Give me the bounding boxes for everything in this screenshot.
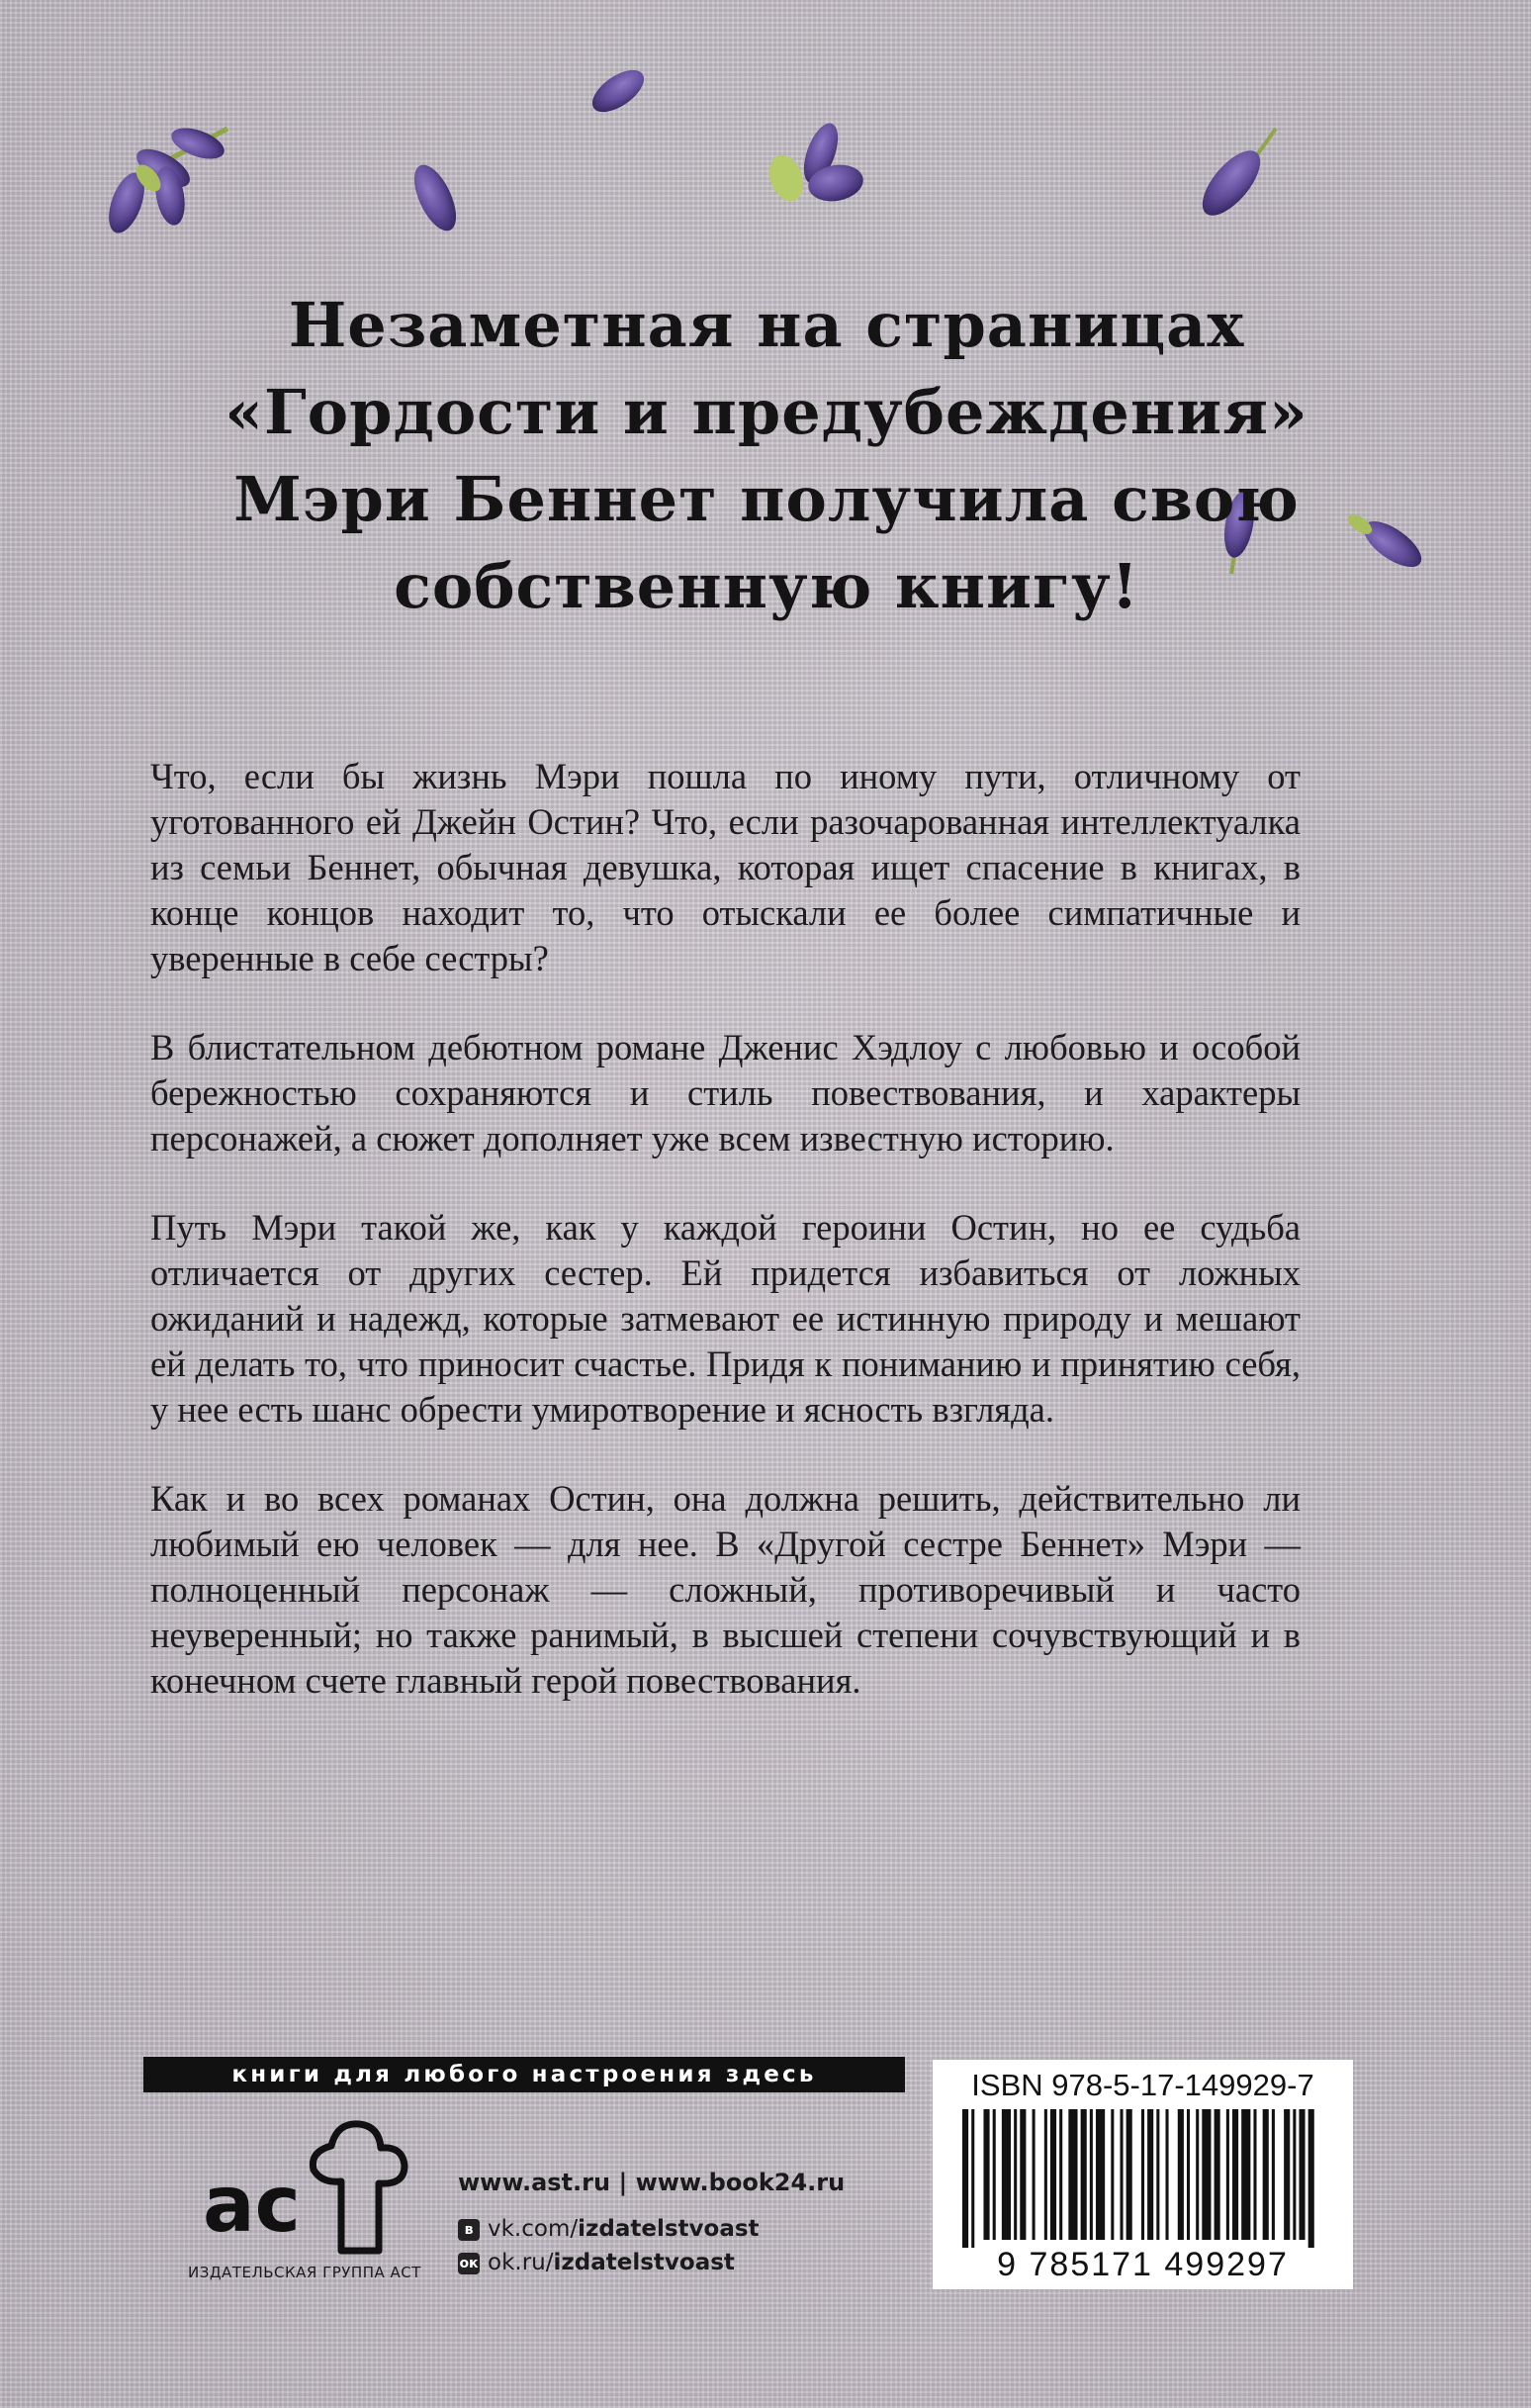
barcode-bar xyxy=(1068,2109,1077,2240)
headline-line: Мэри Беннет получила свою xyxy=(233,463,1300,535)
barcode-bar xyxy=(1050,2109,1056,2240)
barcode-bar xyxy=(962,2109,968,2248)
ok-link[interactable] xyxy=(458,2246,845,2279)
headline-line: «Гордости и предубеждения» xyxy=(225,376,1308,448)
barcode-bar xyxy=(971,2109,974,2248)
barcode-bar xyxy=(1156,2109,1159,2240)
vk-link[interactable] xyxy=(458,2212,845,2246)
petal xyxy=(405,159,464,237)
headline-line: собственную книгу! xyxy=(394,550,1139,622)
website-links[interactable]: www.ast.ru | www.book24.ru xyxy=(458,2169,846,2196)
barcode-bar xyxy=(1202,2109,1211,2240)
annotation-text xyxy=(150,754,1301,1747)
isbn-label: ISBN 978-5-17-149929-7 xyxy=(971,2068,1314,2102)
paragraph: В блистательном дебютном романе Дженис Хэдлоу с любовью и особой бережностью сохраняются и стиль повествования, и характеры персонажей, а сюжет дополняет уже всем известную историю. xyxy=(150,1027,1301,1158)
barcode-bar xyxy=(1166,2109,1169,2240)
barcode-bar xyxy=(1081,2109,1087,2240)
ast-logo xyxy=(193,2112,430,2261)
barcode-bar xyxy=(1126,2109,1132,2240)
petal-cluster-left xyxy=(102,122,228,237)
barcode-bar xyxy=(1141,2109,1144,2240)
barcode-bar xyxy=(1121,2109,1124,2240)
barcode-bar xyxy=(1232,2109,1238,2240)
barcode-bar xyxy=(1284,2109,1290,2240)
isbn-barcode xyxy=(933,2060,1353,2289)
paragraph: Как и во всех романах Остин, она должна решить, действительно ли любимый ею человек — для нее. В «Другой сестре Беннет» Мэри — полноценный персонаж — сложный, противоречивый и часто неуверенный; но также ранимый, в высшей степени сочувствующий и в конечном счете главный герой повествования. xyxy=(150,1478,1301,1701)
barcode-bar xyxy=(1196,2109,1199,2240)
barcode-bar xyxy=(1033,2109,1036,2240)
barcode-bar xyxy=(1263,2109,1269,2240)
barcode-bar xyxy=(1293,2109,1296,2240)
barcode-bar xyxy=(1014,2109,1017,2240)
petal xyxy=(585,62,651,121)
barcode-bar xyxy=(1226,2109,1229,2240)
vk-link-handle: izdatelstvoast xyxy=(578,2216,760,2242)
ok-link-prefix: ok.ru/ xyxy=(488,2250,554,2275)
barcode-bar xyxy=(1308,2109,1314,2248)
barcode-bar xyxy=(1096,2109,1105,2240)
barcode-bar xyxy=(1020,2109,1026,2240)
barcode-bar xyxy=(1090,2109,1093,2240)
ok-icon: ок xyxy=(458,2253,480,2274)
barcode-bar xyxy=(1253,2109,1256,2240)
headline xyxy=(178,282,1355,630)
barcode-bar xyxy=(983,2109,989,2240)
barcode-bar xyxy=(1059,2109,1062,2240)
petal-cluster-center xyxy=(764,119,866,206)
isbn-digits: 9 785171 499297 xyxy=(997,2246,1289,2283)
barcode-bar xyxy=(1002,2109,1011,2240)
barcode-bar xyxy=(1111,2109,1114,2240)
barcode-bar xyxy=(1272,2109,1275,2240)
barcode-bar xyxy=(1147,2109,1153,2240)
headline-line: Незаметная на страницах xyxy=(288,289,1245,361)
barcode-bar xyxy=(993,2109,996,2240)
barcode-bar xyxy=(1178,2109,1184,2240)
vk-link-prefix: vk.com/ xyxy=(488,2216,579,2242)
social-links xyxy=(458,2212,845,2279)
barcode-bar xyxy=(1299,2109,1305,2240)
barcode-bar xyxy=(1044,2109,1047,2240)
publisher-imprint: ИЗДАТЕЛЬСКАЯ ГРУППА АСТ xyxy=(188,2264,421,2281)
vk-icon: в xyxy=(458,2219,480,2241)
ok-link-handle: izdatelstvoast xyxy=(553,2250,735,2275)
barcode-bar xyxy=(1215,2109,1220,2240)
petal-cluster-right xyxy=(1192,129,1276,225)
publisher-links xyxy=(458,2169,845,2279)
tagline-banner: книги для любого настроения здесь xyxy=(143,2057,905,2092)
barcode-bar xyxy=(1187,2109,1190,2240)
barcode-bars xyxy=(962,2109,1323,2248)
logo-text: ac xyxy=(203,2161,301,2250)
paragraph: Что, если бы жизнь Мэри пошла по иному пути, отличному от уготованного ей Джейн Остин? Что, если разочарованная интеллектуалка из семьи Беннет, обычная девушка, которая ищет спасение в книгах, в конце концов находит то, что отыскали ее более симпатичные и уверенные в себе сестры? xyxy=(150,756,1301,978)
paragraph: Путь Мэри такой же, как у каждой героини Остин, но ее судьба отличается от других сестер. Ей придется избавиться от ложных ожиданий и надежд, которые затмевают ее истинную природу и мешают ей делать то, что приносит счастье. Придя к пониманию и принятию себя, у нее есть шанс обрести умиротворение и ясность взгляда. xyxy=(150,1207,1301,1430)
barcode-bar xyxy=(1241,2109,1250,2240)
